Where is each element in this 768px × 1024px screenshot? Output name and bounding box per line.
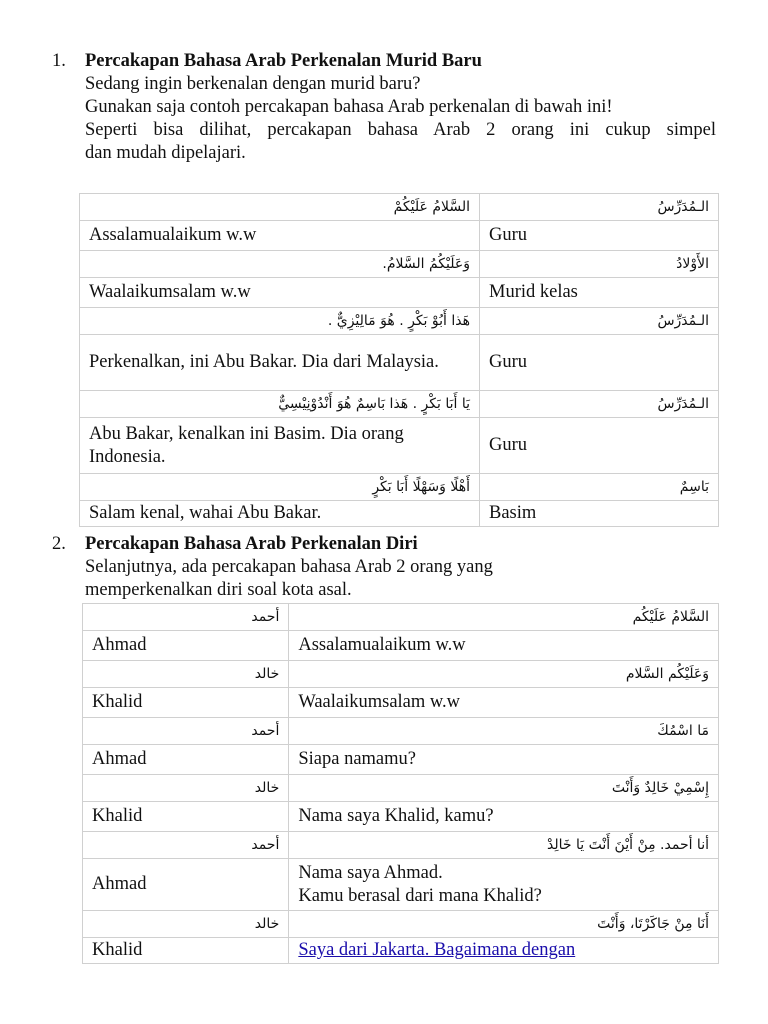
translation-cell <box>289 859 719 911</box>
table-row <box>83 718 719 745</box>
section-1-line-2: Gunakan saja contoh percakapan bahasa Arab perkenalan di bawah ini! <box>85 97 613 117</box>
speaker-cell: Khalid <box>83 938 289 964</box>
arabic-text-cell: مَا اسْمُكَ <box>289 718 719 745</box>
table-row <box>83 775 719 802</box>
speaker-cell: Ahmad <box>83 745 289 775</box>
arabic-speaker-cell: أحمد <box>83 604 289 631</box>
arabic-text-cell: أنا أحمد. مِنْ أَيْنَ أَنْتَ يَا خَالِدْ <box>289 832 719 859</box>
translation-cell: Salam kenal, wahai Abu Bakar. <box>80 501 480 527</box>
arabic-text-cell: وَعَلَيْكُم السَّلام <box>289 661 719 688</box>
arabic-speaker-cell: الـمُدَرِّسُ <box>480 194 719 221</box>
section-1-line-1: Sedang ingin berkenalan dengan murid baru? <box>85 74 421 94</box>
table-row <box>80 474 719 501</box>
translation-line-1: Nama saya Ahmad. <box>298 862 443 883</box>
table-row <box>80 278 719 308</box>
arabic-text-cell: السَّلامُ عَلَيْكُم <box>289 604 719 631</box>
section-1-title: Percakapan Bahasa Arab Perkenalan Murid Baru <box>85 51 482 71</box>
translation-cell: Nama saya Khalid, kamu? <box>289 802 719 832</box>
speaker-cell: Guru <box>480 418 719 474</box>
arabic-speaker-cell: خالد <box>83 911 289 938</box>
table-row <box>80 418 719 474</box>
arabic-text-cell: هَذا أَبُوْ بَكْرٍ . هُوَ مَالِيْزِيٌّ . <box>80 308 480 335</box>
arabic-speaker-cell: الأَوْلادُ <box>480 251 719 278</box>
translation-cell: Waalaikumsalam w.w <box>289 688 719 718</box>
table-row <box>83 859 719 911</box>
arabic-speaker-cell: الـمُدَرِّسُ <box>480 391 719 418</box>
translation-link[interactable]: Saya dari Jakarta. Bagaimana dengan <box>298 940 576 960</box>
speaker-cell: Khalid <box>83 688 289 718</box>
arabic-speaker-cell: أحمد <box>83 832 289 859</box>
section-2-title: Percakapan Bahasa Arab Perkenalan Diri <box>85 534 418 554</box>
translation-cell: Assalamualaikum w.w <box>80 221 480 251</box>
speaker-cell: Ahmad <box>83 631 289 661</box>
translation-cell: Perkenalkan, ini Abu Bakar. Dia dari Malaysia. <box>80 335 480 391</box>
translation-cell: Siapa namamu? <box>289 745 719 775</box>
arabic-speaker-cell: الـمُدَرِّسُ <box>480 308 719 335</box>
section-1-number: 1. <box>52 51 66 71</box>
table-row <box>80 194 719 221</box>
arabic-text-cell: أَنَا مِنْ جَاكَرْتَا، وَأَنْتَ <box>289 911 719 938</box>
arabic-speaker-cell: خالد <box>83 661 289 688</box>
table-row <box>83 832 719 859</box>
translation-cell: Abu Bakar, kenalkan ini Basim. Dia orang Indonesia. <box>80 418 480 474</box>
table-row <box>80 251 719 278</box>
table-row <box>83 911 719 938</box>
table-row <box>80 391 719 418</box>
section-2-number: 2. <box>52 534 66 554</box>
translation-cell: Assalamualaikum w.w <box>289 631 719 661</box>
table-row <box>80 335 719 391</box>
table-row <box>80 221 719 251</box>
arabic-speaker-cell: خالد <box>83 775 289 802</box>
speaker-cell: Murid kelas <box>480 278 719 308</box>
speaker-cell: Basim <box>480 501 719 527</box>
arabic-text-cell: وَعَلَيْكُمُ السَّلامُ. <box>80 251 480 278</box>
arabic-speaker-cell: أحمد <box>83 718 289 745</box>
speaker-cell: Ahmad <box>83 859 289 911</box>
speaker-cell: Guru <box>480 221 719 251</box>
speaker-cell: Guru <box>480 335 719 391</box>
arabic-text-cell: إِسْمِيْ خَالِدٌ وَأَنْتَ <box>289 775 719 802</box>
arabic-text-cell: السَّلامُ عَلَيْكُمْ <box>80 194 480 221</box>
arabic-speaker-cell: بَاسِمٌ <box>480 474 719 501</box>
table-row <box>80 308 719 335</box>
translation-cell: Waalaikumsalam w.w <box>80 278 480 308</box>
section-2 <box>52 533 716 602</box>
table-row <box>80 501 719 527</box>
conversation-table-2 <box>82 603 719 964</box>
table-row <box>83 631 719 661</box>
table-row <box>83 745 719 775</box>
section-1-line-4: dan mudah dipelajari. <box>85 143 246 163</box>
section-1-line-3: Seperti bisa dilihat, percakapan bahasa Arab 2 orang ini cukup simpel <box>85 120 716 140</box>
section-2-line-1: Selanjutnya, ada percakapan bahasa Arab 2 orang yang <box>85 557 493 577</box>
table-row <box>83 802 719 832</box>
arabic-text-cell: أَهْلًا وَسَهْلًا أَبَا بَكْرٍ <box>80 474 480 501</box>
section-2-line-2: memperkenalkan diri soal kota asal. <box>85 580 352 600</box>
table-row <box>83 661 719 688</box>
arabic-text-cell: يَا أَبَا بَكْرٍ . هَذا بَاسِمٌ هُوَ أَنْدُوْنِيْسِيٌّ <box>80 391 480 418</box>
conversation-table-1 <box>79 193 719 527</box>
section-1 <box>52 50 716 165</box>
translation-line-2: Kamu berasal dari mana Khalid? <box>298 885 542 906</box>
table-row <box>83 938 719 964</box>
speaker-cell: Khalid <box>83 802 289 832</box>
table-row <box>83 604 719 631</box>
translation-cell <box>289 938 719 964</box>
table-row <box>83 688 719 718</box>
